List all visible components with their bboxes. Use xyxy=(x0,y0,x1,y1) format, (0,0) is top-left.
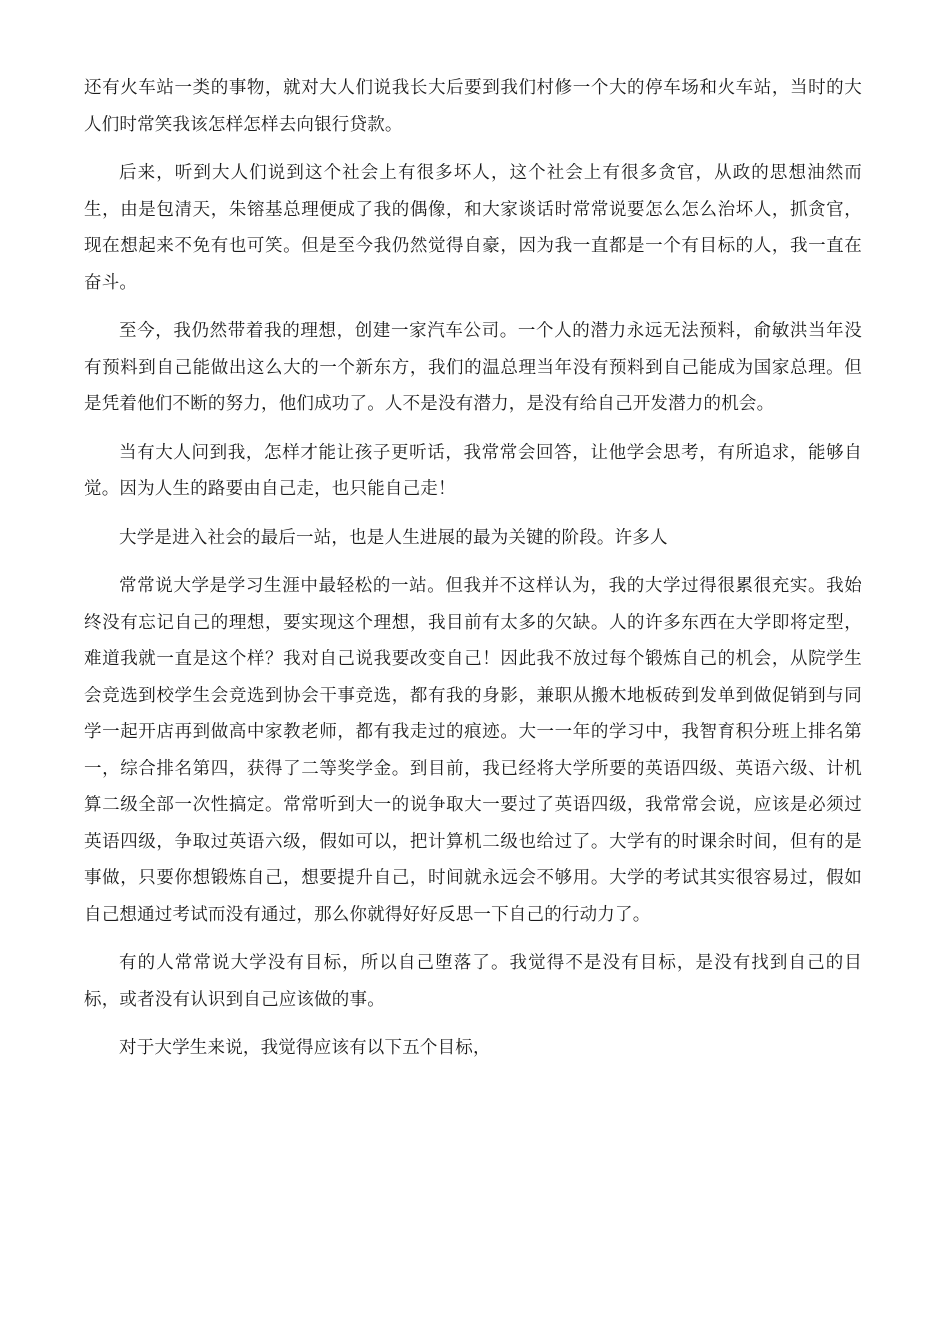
paragraph: 有的人常常说大学没有目标，所以自己堕落了。我觉得不是没有目标，是没有找到自己的目标，或者没有认识到自己应该做的事。 xyxy=(84,953,862,1010)
paragraph: 至今，我仍然带着我的理想，创建一家汽车公司。一个人的潜力永远无法预料，俞敏洪当年没有预料到自己能做出这么大的一个新东方，我们的温总理当年没有预料到自己能成为国家总理。但是凭着他们不断的努力，他们成功了。人不是没有潜力，是没有给自己开发潜力的机会。 xyxy=(84,321,862,414)
paragraph: 对于大学生来说，我觉得应该有以下五个目标， xyxy=(119,1038,491,1058)
paragraph: 常常说大学是学习生涯中最轻松的一站。但我并不这样认为，我的大学过得很累很充实。我始终没有忘记自己的理想，要实现这个理想，我目前有太多的欠缺。人的许多东西在大学即将定型，难道我就一直是这个样？我对自己说我要改变自己！因此我不放过每个锻炼自己的机会，从院学生会竞选到校学生会竞选到协会干事竞选，都有我的身影，兼职从搬木地板砖到发单到做促销到与同学一起开店再到做高中家教老师，都有我走过的痕迹。大一一年的学习中，我智育积分班上排名第一，综合排名第四，获得了二等奖学金。到目前，我已经将大学所要的英语四级、英语六级、计机算二级全部一次性搞定。常常听到大一的说争取大一要过了英语四级，我常常会说，应该是必须过英语四级，争取过英语六级，假如可以，把计算机二级也给过了。大学有的时课余时间，但有的是事做，只要你想锻炼自己，想要提升自己，时间就永远会不够用。大学的考试其实很容易过，假如自己想通过考试而没有通过，那么你就得好好反思一下自己的行动力了。 xyxy=(84,576,862,925)
document-body xyxy=(84,70,862,1079)
paragraph: 大学是进入社会的最后一站，也是人生进展的最为关键的阶段。许多人 xyxy=(119,527,668,548)
paragraph: 还有火车站一类的事物，就对大人们说我长大后要到我们村修一个大的停车场和火车站，当时的大人们时常笑我该怎样怎样去向银行贷款。 xyxy=(84,78,862,135)
paragraph: 后来，听到大人们说到这个社会上有很多坏人，这个社会上有很多贪官，从政的思想油然而生，由是包清天，朱镕基总理便成了我的偶像，和大家谈话时常常说要怎么怎么治坏人，抓贪官，现在想起来不免有也可笑。但是至今我仍然觉得自豪，因为我一直都是一个有目标的人，我一直在奋斗。 xyxy=(84,163,862,293)
paragraph: 当有大人问到我，怎样才能让孩子更听话，我常常会回答，让他学会思考，有所追求，能够自觉。因为人生的路要由自己走，也只能自己走！ xyxy=(84,442,862,499)
